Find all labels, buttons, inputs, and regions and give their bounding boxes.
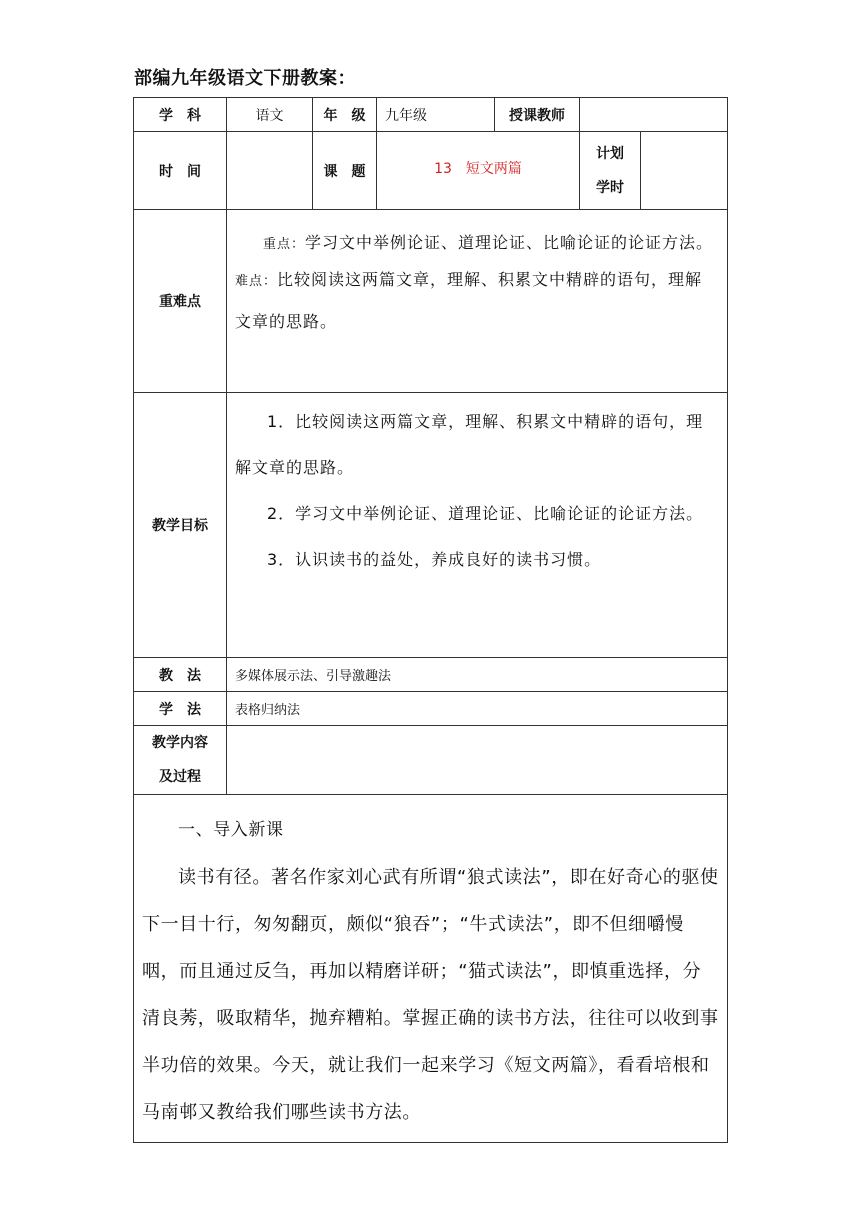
focus-text: 学习文中举例论证、道理论证、比喻论证的论证方法。	[305, 233, 714, 252]
difficult-text: 比较阅读这两篇文章，理解、积累文中精辟的语句，理解文章的思路。	[235, 270, 703, 331]
time-label: 时 间	[134, 132, 227, 210]
content-value	[227, 726, 728, 795]
key-points-row	[134, 210, 728, 393]
subject-label: 学 科	[134, 98, 227, 132]
goal-item-3: 3．认识读书的益处，养成良好的读书习惯。	[267, 550, 602, 569]
subject-value: 语文	[227, 98, 313, 132]
content-label-line2: 及过程	[159, 769, 201, 785]
planned-hours-label-line2: 学时	[596, 179, 624, 196]
grade-label: 年 级	[313, 98, 377, 132]
learning-method-value: 表格归纳法	[227, 692, 728, 726]
focus-prefix: 重点：	[263, 237, 306, 252]
content-label	[134, 726, 227, 795]
learning-method-row	[134, 692, 728, 726]
planned-hours-value	[641, 132, 728, 210]
teacher-label: 授课教师	[495, 98, 580, 132]
document-title: 部编九年级语文下册教案：	[134, 68, 356, 89]
goal-item-2: 2．学习文中举例论证、道理论证、比喻论证的论证方法。	[267, 504, 704, 523]
grade-value: 九年级	[377, 98, 495, 132]
process-content	[134, 795, 728, 1143]
key-points-label: 重难点	[134, 210, 227, 393]
process-paragraph: 读书有径。著名作家刘心武有所谓“狼式读法”，即在好奇心的驱使下一目十行，匆匆翻页，颇似“狼吞”；“牛式读法”，即不但细嚼慢咽，而且通过反刍，再加以精磨详研；“猫式读法”，即慎重选择，分清良莠，吸取精华，抛弃糟粕。掌握正确的读书方法，往往可以收到事半功倍的效果。今天，就让我们一起来学习《短文两篇》，看看培根和马南邨又教给我们哪些读书方法。	[142, 867, 719, 1123]
learning-method-label: 学 法	[134, 692, 227, 726]
planned-hours-label	[580, 132, 641, 210]
topic-value: 13 短文两篇	[377, 132, 580, 210]
content-row	[134, 726, 728, 795]
teacher-value	[580, 98, 728, 132]
goals-label: 教学目标	[134, 393, 227, 658]
goals-row	[134, 393, 728, 658]
key-points-content	[227, 210, 728, 393]
time-topic-row	[134, 132, 728, 210]
planned-hours-label-line1: 计划	[596, 145, 624, 162]
teaching-method-label: 教 法	[134, 658, 227, 692]
process-row	[134, 795, 728, 1143]
teaching-method-value: 多媒体展示法、引导激趣法	[227, 658, 728, 692]
lesson-plan-table	[133, 97, 728, 1143]
content-label-line1: 教学内容	[152, 735, 208, 751]
goals-content	[227, 393, 728, 658]
difficult-prefix: 难点：	[235, 274, 278, 289]
header-row	[134, 98, 728, 132]
process-heading: 一、导入新课	[178, 820, 284, 840]
topic-label: 课 题	[313, 132, 377, 210]
goal-item-1: 1．比较阅读这两篇文章，理解、积累文中精辟的语句，理解文章的思路。	[235, 412, 704, 477]
teaching-method-row	[134, 658, 728, 692]
time-value	[227, 132, 313, 210]
